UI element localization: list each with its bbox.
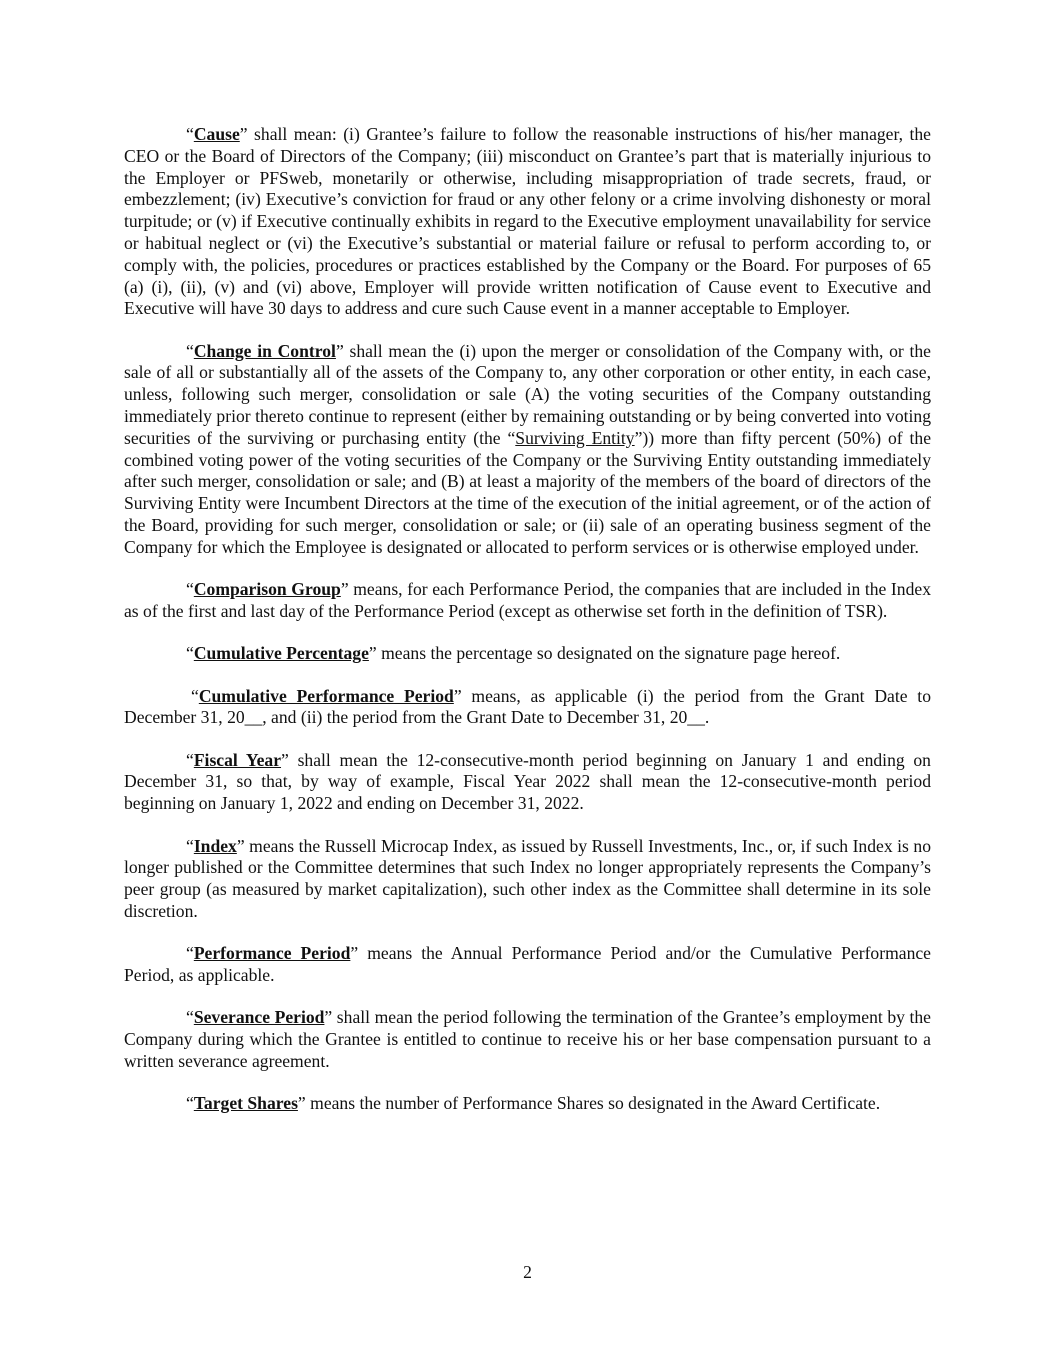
definition-comparison-group: “Comparison Group” means, for each Performance Period, the companies that are included in the Index as of the first and last day of the Performance Period (except as otherwise set forth in the definition of TSR). xyxy=(124,579,931,621)
defined-term: Comparison Group xyxy=(193,579,341,600)
definition-target-shares: “Target Shares” means the number of Performance Shares so designated in the Award Certificate. xyxy=(186,1093,881,1114)
defined-term: Cause xyxy=(193,124,240,144)
definition-text: shall mean: (i) Grantee’s failure to follow the reasonable instructions of his/her manager, the CEO or the Board of Directors of the Company; (iii) misconduct on Grantee’s part that is materially injurious to the Employer or PFSweb, monetarily or otherwise, including misappropriation of trade secrets, fraud, or embezzlement; (iv) Executive’s conviction for fraud or any other felony or a crime involving dishonesty or moral turpitude; or (v) if Executive continually exhibits in regard to the Executive employment unavailability for service or habitual neglect or (vi) the Executive’s substantial or material failure or refusal to perform according to, or comply with, the policies, procedures or practices established by the Company or the Board. For purposes of 65 (a) (i), (ii), (v) and (vi) above, Employer will provide written notification of Cause event to Executive and Executive will have 30 days to address and cure such Cause event in a manner acceptable to Employer. xyxy=(124,124,931,319)
definition-text: means, as applicable (i) the period from the Grant Date to December 31, 20__, and (ii) the period from the Grant Date to December 31, 20__. xyxy=(124,685,931,728)
definition-cause: “Cause” shall mean: (i) Grantee’s failure to follow the reasonable instructions of his/her manager, the CEO or the Board of Directors of the Company; (iii) misconduct on Grantee’s part that is materially injurious to the Employer or PFSweb, monetarily or otherwise, including misappropriation of trade secrets, fraud, or embezzlement; (iv) Executive’s conviction for fraud or any other felony or a crime involving dishonesty or moral turpitude; or (v) if Executive continually exhibits in regard to the Executive employment unavailability for service or habitual neglect or (vi) the Executive’s substantial or material failure or refusal to perform according to, or comply with, the policies, procedures or practices established by the Company or the Board. For purposes of 65 (a) (i), (ii), (v) and (vi) above, Employer will provide written notification of Cause event to Executive and Executive will have 30 days to address and cure such Cause event in a manner acceptable to Employer. xyxy=(124,124,931,319)
defined-term: Cumulative Performance Period xyxy=(198,685,454,706)
definition-cumulative-percentage: “Cumulative Percentage” means the percentage so designated on the signature page hereof. xyxy=(186,643,841,664)
definition-text: means the number of Performance Shares so designated in the Award Certificate. xyxy=(305,1093,881,1114)
definition-severance-period: “Severance Period” shall mean the period following the termination of the Grantee’s employment by the Company during which the Grantee is entitled to continue to receive his or her base compensation pursuant to a written severance agreement. xyxy=(124,1007,931,1071)
defined-term: Severance Period xyxy=(193,1007,325,1028)
defined-term: Cumulative Percentage xyxy=(193,643,369,664)
definition-performance-period: “Performance Period” means the Annual Performance Period and/or the Cumulative Performance Period, as applicable. xyxy=(124,943,931,985)
definition-text: shall mean the period following the termination of the Grantee’s employment by the Company during which the Grantee is entitled to continue to receive his or her base compensation pursuant to a written severance agreement. xyxy=(124,1007,931,1071)
definition-change-in-control: “Change in Control” shall mean the (i) upon the merger or consolidation of the Company with, or the sale of all or substantially all of the assets of the Company to, any other corporation or other entity, in each case, unless, following such merger, consolidation or sale (A) the voting securities of the Company outstanding immediately prior thereto continue to represent (either by remaining outstanding or by being converted into voting securities of the surviving or purchasing entity (the “Surviving Entity”)) more than fifty percent (50%) of the combined voting power of the voting securities of the Company or the Surviving Entity outstanding immediately after such merger, consolidation or sale; and (B) at least a majority of the members of the board of directors of the Surviving Entity were Incumbent Directors at the time of the execution of the initial agreement, or of the action of the Board, providing for such merger, consolidation or sale; or (ii) sale of an operating business segment of the Company for which the Employee is designated or allocated to perform services or is otherwise employed under. xyxy=(124,340,932,557)
definition-text: means the Annual Performance Period and/or the Cumulative Performance Period, as applicable. xyxy=(124,943,931,985)
definition-text: shall mean the 12-consecutive-month period beginning on January 1 and ending on December 31, so that, by way of example, Fiscal Year 2022 shall mean the 12-consecutive-month period beginning on January 1, 2022 and ending on December 31, 2022. xyxy=(124,749,931,814)
defined-term: Target Shares xyxy=(193,1093,298,1114)
defined-term: Change in Control xyxy=(193,340,336,361)
definition-text: means the Russell Microcap Index, as issued by Russell Investments, Inc., or, if such Index is no longer published or the Committee determines that such Index no longer appropriately represents the Company’s peer group (as measured by market capitalization), such other index as the Committee shall determine in its sole discretion. xyxy=(124,835,931,921)
defined-term: Fiscal Year xyxy=(193,749,282,770)
document-page xyxy=(124,124,931,1135)
definition-text: shall mean the (i) upon the merger or consolidation of the Company with, or the sale of all or substantially all of the assets of the Company to, any other corporation or other entity, in each case, unless, following such merger, consolidation or sale (A) the voting securities of the Company outstanding immediately prior thereto continue to represent (either by remaining outstanding or by being converted into voting securities of the surviving or purchasing entity (the “ xyxy=(124,340,931,448)
definition-index: “Index” means the Russell Microcap Index, as issued by Russell Investments, Inc., or, if such Index is no longer published or the Committee determines that such Index no longer appropriately represents the Company’s peer group (as measured by market capitalization), such other index as the Committee shall determine in its sole discretion. xyxy=(124,835,931,921)
definition-text: means the percentage so designated on the signature page hereof. xyxy=(376,643,841,664)
definition-text: ”)) more than fifty percent (50%) of the combined voting power of the voting securities of the Company or the Surviving Entity outstanding immediately after such merger, consolidation or sale; and (B) at least a majority of the members of the board of directors of the Surviving Entity were Incumbent Directors at the time of the execution of the initial agreement, or of the action of the Board, providing for such merger, consolidation or sale; or (ii) sale of an operating business segment of the Company for which the Employee is designated or allocated to perform services or is otherwise employed under. xyxy=(124,427,932,557)
definition-text: means, for each Performance Period, the companies that are included in the Index as of the first and last day of the Performance Period (except as otherwise set forth in the definition of TSR). xyxy=(124,579,931,621)
inline-defined-term: Surviving Entity xyxy=(515,427,635,448)
definition-fiscal-year: “Fiscal Year” shall mean the 12-consecutive-month period beginning on January 1 and ending on December 31, so that, by way of example, Fiscal Year 2022 shall mean the 12-consecutive-month period beginning on January 1, 2022 and ending on December 31, 2022. xyxy=(124,749,931,814)
defined-term: Index xyxy=(193,835,237,856)
definition-cumulative-performance-period: “Cumulative Performance Period” means, as applicable (i) the period from the Grant Date to December 31, 20__, and (ii) the period from the Grant Date to December 31, 20__. xyxy=(124,685,931,728)
defined-term: Performance Period xyxy=(193,943,351,964)
page-number: 2 xyxy=(523,1262,532,1282)
